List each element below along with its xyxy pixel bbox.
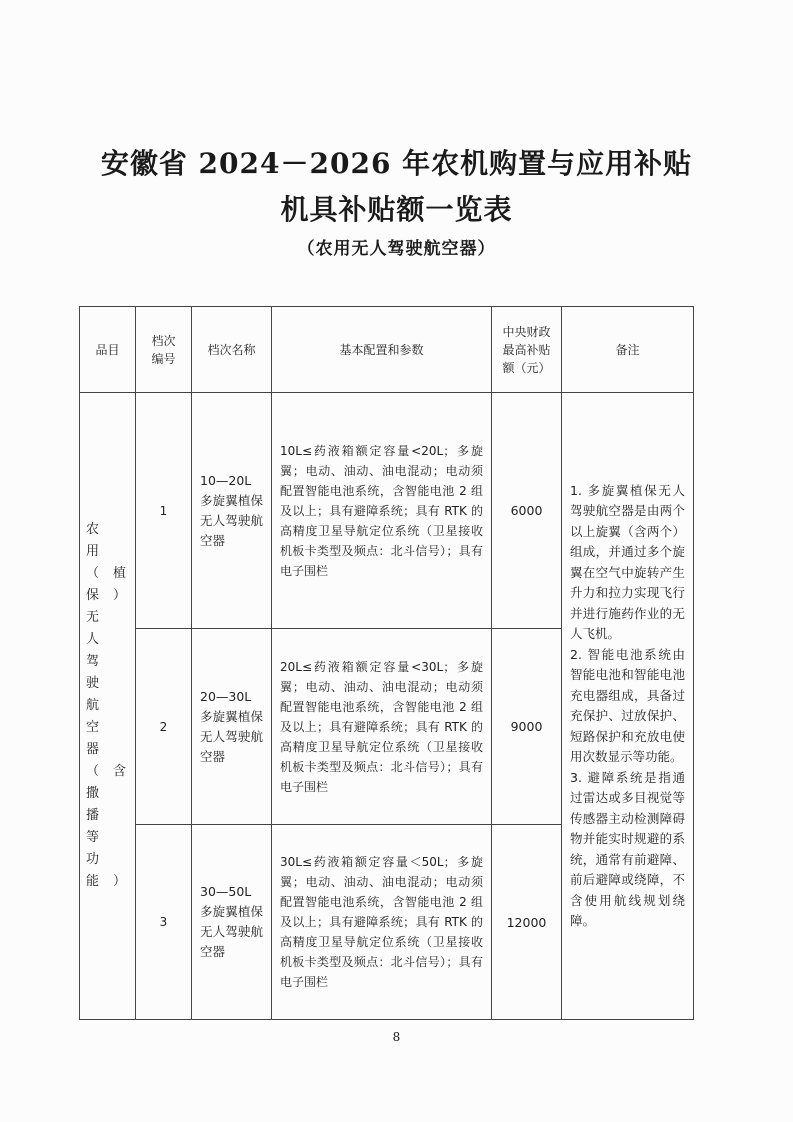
document-title-line2: 机具补贴额一览表 <box>280 193 513 226</box>
tier-no-cell: 3 <box>136 825 192 1020</box>
table-row <box>80 393 694 629</box>
config-cell: 30L≤药液箱额定容量＜50L；多旋翼；电动、油动、油电混动；电动须配置智能电池系统，含智能电池 2 组及以上；具有避障系统；具有 RTK 的高精度卫星导航定位系统（卫星接收机板卡类型及频点：北斗信号）；具有电子围栏 <box>272 825 492 1020</box>
header-config: 基本配置和参数 <box>272 307 492 393</box>
subsidy-amount-cell: 6000 <box>492 393 562 629</box>
tier-name-cell: 10—20L 多旋翼植保无人驾驶航空器 <box>192 393 272 629</box>
config-cell: 20L≤药液箱额定容量<30L；多旋翼；电动、油动、油电混动；电动须配置智能电池系统，含智能电池 2 组及以上；具有避障系统；具有 RTK 的高精度卫星导航定位系统（卫星接收机板卡类型及频点：北斗信号）；具有电子围栏 <box>272 629 492 825</box>
remark-item: 3. 避障系统是指通过雷达或多目视觉等传感器主动检测障碍物并能实时规避的系统，通常有前避障、前后避障或绕障，不含使用航线规划绕障。 <box>570 769 685 928</box>
tier-name-cell: 30—50L 多旋翼植保无人驾驶航空器 <box>192 825 272 1020</box>
remarks-cell <box>562 393 694 1020</box>
subsidy-table <box>79 306 694 1020</box>
config-cell: 10L≤药液箱额定容量<20L；多旋翼；电动、油动、油电混动；电动须配置智能电池系统，含智能电池 2 组及以上；具有避障系统；具有 RTK 的高精度卫星导航定位系统（卫星接收机板卡类型及频点：北斗信号）；具有电子围栏 <box>272 393 492 629</box>
header-subsidy: 中央财政最高补贴额（元） <box>492 307 562 393</box>
document-title-line1: 安徽省 2024－2026 年农机购置与应用补贴 <box>100 147 693 180</box>
header-remarks: 备注 <box>562 307 694 393</box>
subsidy-amount-cell: 12000 <box>492 825 562 1020</box>
header-tier-name: 档次名称 <box>192 307 272 393</box>
header-tier-no: 档次编号 <box>136 307 192 393</box>
document-subtitle: （农用无人驾驶航空器） <box>297 239 496 259</box>
subsidy-amount-cell: 9000 <box>492 629 562 825</box>
header-category: 品目 <box>80 307 136 393</box>
remark-item: 2. 智能电池系统由智能电池和智能电池充电器组成，具备过充保护、过放保护、短路保护和充放电使用次数显示等功能。 <box>570 646 685 764</box>
tier-no-cell: 2 <box>136 629 192 825</box>
table-header-row <box>80 307 694 393</box>
tier-name-cell: 20—30L 多旋翼植保无人驾驶航空器 <box>192 629 272 825</box>
tier-no-cell: 1 <box>136 393 192 629</box>
category-cell: 农用（植保）无人驾驶航空器（含撒播等功能） <box>80 393 136 1020</box>
page-number: 8 <box>392 1030 401 1044</box>
remark-item: 1. 多旋翼植保无人驾驶航空器是由两个以上旋翼（含两个）组成，并通过多个旋翼在空气中旋转产生升力和拉力实现飞行并进行施药作业的无人飞机。 <box>570 482 685 641</box>
